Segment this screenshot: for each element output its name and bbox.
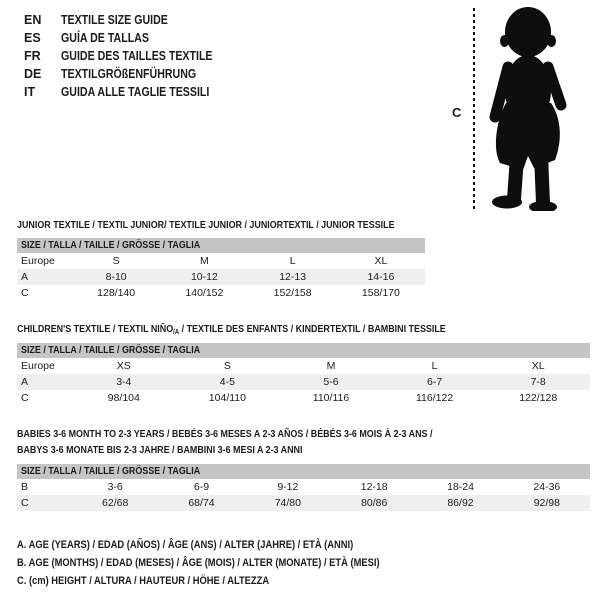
language-row-fr [24, 47, 239, 65]
size-cell: 7-8 [530, 376, 546, 388]
size-cell: 68/74 [188, 497, 215, 509]
size-cell: 14-16 [367, 271, 395, 283]
size-header-bar [17, 464, 590, 479]
legend-line-c [17, 572, 444, 590]
size-header-text: SIZE / TALLA / TAILLE / GRÖSSE / TAGLIA [21, 344, 201, 356]
size-header-bar [17, 343, 590, 358]
language-title: TEXTILGRÖßENFÜHRUNG [61, 67, 197, 81]
size-cell: 6-7 [427, 376, 443, 388]
section-title-text-line1: BABIES 3-6 MONTH TO 2-3 YEARS / BEBÉS 3-6 MESES A 2-3 AÑOS / BÉBÉS 3-6 MOIS À 2-3 ANS / [17, 428, 433, 440]
legend [17, 536, 444, 590]
column-header: Europe [21, 360, 55, 372]
legend-line-b [17, 554, 444, 572]
column-header: XS [116, 360, 131, 372]
babies-size-table [17, 464, 590, 511]
table-row-c [17, 495, 590, 511]
table-row-a [17, 374, 590, 390]
junior-size-table [17, 238, 425, 301]
column-header: M [200, 255, 209, 267]
column-header: XL [531, 360, 545, 372]
language-code: EN [24, 13, 42, 27]
section-title-babies [17, 426, 506, 458]
size-cell: 24-36 [533, 481, 561, 493]
column-header: L [289, 255, 296, 267]
column-header: M [326, 360, 336, 372]
language-list [24, 11, 239, 101]
language-row-en [24, 11, 239, 29]
size-cell: 80/86 [361, 497, 388, 509]
size-cell: 5-6 [323, 376, 339, 388]
language-code: IT [24, 85, 36, 99]
size-cell: 18-24 [447, 481, 474, 493]
size-cell: 98/104 [107, 392, 140, 404]
section-title-text: CHILDREN'S TEXTILE / TEXTIL $NIÑO_{/A}$ / TEXTILE DES ENFANTS / KINDERTEXTIL / BAMBINI TESSILE [17, 323, 446, 336]
size-cell: 104/110 [208, 392, 246, 404]
size-cell: 4-5 [219, 376, 235, 388]
language-row-de [24, 65, 239, 83]
section-title-text: JUNIOR TEXTILE / TEXTIL JUNIOR/ TEXTILE JUNIOR / JUNIORTEXTIL / JUNIOR TESSILE [17, 219, 395, 231]
size-cell: 128/140 [97, 287, 136, 299]
legend-text: B. AGE (MONTHS) / EDAD (MESES) / ÂGE (MOIS) / ALTER (MONATE) / ETÀ (MESI) [17, 557, 380, 569]
language-row-es [24, 29, 239, 47]
size-cell: 3-6 [107, 481, 123, 493]
size-cell: 12-18 [360, 481, 388, 493]
size-cell: 152/158 [273, 287, 312, 299]
table-row-b [17, 479, 590, 495]
language-code: ES [24, 31, 41, 45]
column-header: S [223, 360, 231, 372]
table-row-c [17, 390, 590, 406]
row-label: A [21, 271, 29, 283]
section-title-children [17, 321, 521, 341]
height-label-c: C [452, 105, 462, 120]
size-cell: 3-4 [116, 376, 132, 388]
column-header: XL [374, 255, 388, 267]
table-row-c [17, 285, 425, 301]
column-header: Europe [21, 255, 55, 267]
size-cell: 12-13 [279, 271, 307, 283]
size-cell: 86/92 [447, 497, 474, 509]
language-title: GUÍA DE TALLAS [61, 31, 149, 45]
language-title: GUIDE DES TAILLES TEXTILE [61, 49, 213, 63]
size-header-text: SIZE / TALLA / TAILLE / GRÖSSE / TAGLIA [21, 239, 201, 251]
size-cell: 140/152 [185, 287, 224, 299]
size-cell: 62/68 [102, 497, 129, 509]
size-cell: 116/122 [416, 392, 454, 404]
size-cell: 6-9 [193, 481, 210, 493]
size-header-text: SIZE / TALLA / TAILLE / GRÖSSE / TAGLIA [21, 465, 201, 477]
size-cell: 122/128 [519, 392, 558, 404]
row-label: C [21, 497, 29, 509]
size-cell: 92/98 [533, 497, 560, 509]
language-title: TEXTILE SIZE GUIDE [61, 13, 168, 27]
row-label: C [21, 392, 29, 404]
language-title: GUIDA ALLE TAGLIE TESSILI [61, 85, 210, 99]
size-cell: 158/170 [361, 287, 400, 299]
language-code: FR [24, 49, 41, 63]
column-header: L [431, 360, 438, 372]
legend-line-a [17, 536, 444, 554]
height-dashed-line [473, 8, 475, 210]
table-row-columns [17, 253, 425, 269]
section-title-junior [17, 217, 461, 233]
baby-silhouette-icon [481, 5, 573, 211]
row-label: B [21, 481, 29, 493]
column-header: S [112, 255, 120, 267]
size-cell: 110/116 [312, 392, 350, 404]
legend-text: C. (cm) HEIGHT / ALTURA / HAUTEUR / HÖHE / ALTEZZA [17, 575, 270, 587]
section-title-text-line2: BABYS 3-6 MONATE BIS 2-3 JAHRE / BAMBINI 3-6 MESI A 2-3 ANNI [17, 444, 303, 456]
legend-text: A. AGE (YEARS) / EDAD (AÑOS) / ÂGE (ANS) / ALTER (JAHRE) / ETÀ (ANNI) [17, 539, 354, 551]
table-row-columns [17, 358, 590, 374]
nino-a-subscript: /A [173, 329, 180, 336]
size-cell: 74/80 [274, 497, 301, 509]
language-row-it [24, 83, 239, 101]
size-cell: 8-10 [105, 271, 127, 283]
size-header-bar [17, 238, 425, 253]
language-code: DE [24, 67, 42, 81]
size-cell: 9-12 [277, 481, 299, 493]
table-row-a [17, 269, 425, 285]
children-size-table [17, 343, 590, 406]
row-label: A [21, 376, 29, 388]
size-cell: 10-12 [190, 271, 218, 283]
row-label: C [21, 287, 29, 299]
